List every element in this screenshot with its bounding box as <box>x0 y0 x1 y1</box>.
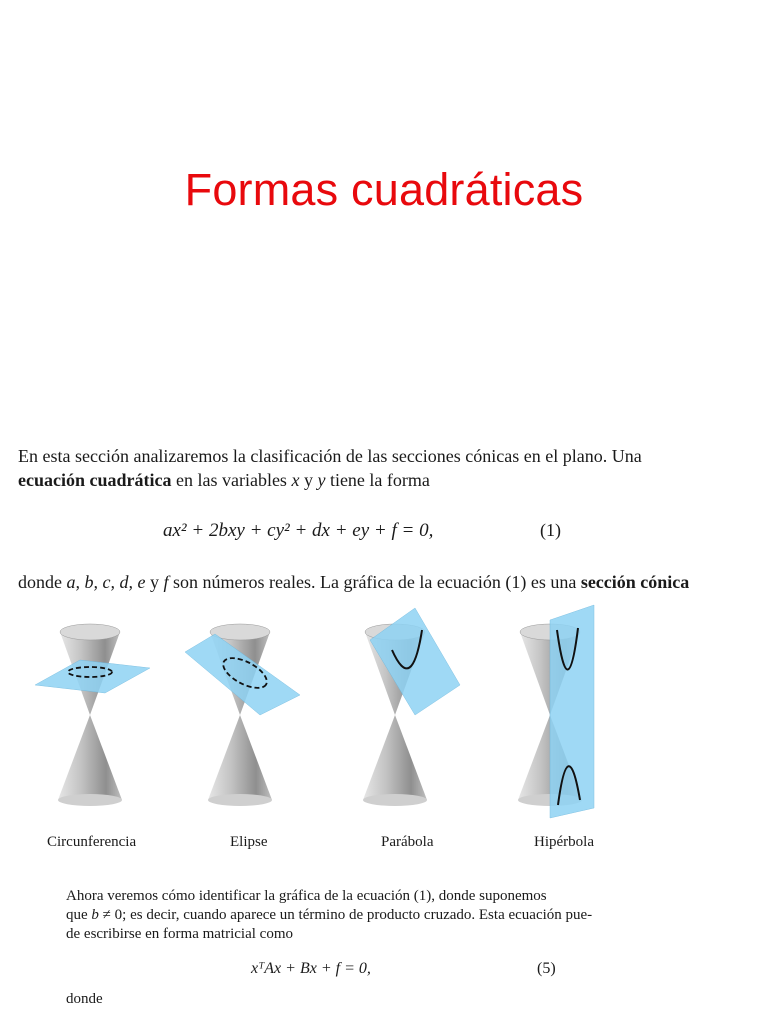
var-x: x <box>291 470 300 490</box>
var-f: f <box>163 572 169 592</box>
paragraph-2-line-3: de escribirse en forma matricial como <box>66 926 293 942</box>
after-equation-line <box>18 570 689 594</box>
cone-hyperbola <box>518 605 594 818</box>
equation-1-number: (1) <box>540 520 561 540</box>
quadratic-equation-term: ecuación cuadrática <box>18 470 172 490</box>
equation-1: ax² + 2bxy + cy² + dx + ey + f = 0, <box>163 520 434 541</box>
caption-circumference: Circunferencia <box>47 834 137 850</box>
caption-parabola: Parábola <box>381 834 434 850</box>
paragraph-2-line-2 <box>66 906 592 925</box>
donde-text: donde <box>18 572 67 592</box>
equation-5: xᵀAx + Bx + f = 0, <box>251 960 371 977</box>
intro-line-1: En esta sección analizaremos la clasificación de las secciones cónicas en el plano. Una <box>18 446 642 466</box>
cone-ellipse <box>185 624 300 806</box>
caption-hyperbola: Hipérbola <box>534 834 594 850</box>
caption-ellipse: Elipse <box>230 834 268 850</box>
paragraph-2-line-2-rest: ≠ 0; es decir, cuando aparece un término de producto cruzado. Esta ecuación pue- <box>98 907 593 923</box>
and-word: y <box>299 470 318 490</box>
conic-sections-figure <box>20 600 620 830</box>
footer-donde: donde <box>66 991 103 1007</box>
conic-section-term: sección cónica <box>580 572 690 592</box>
equation-5-number: (5) <box>537 960 556 977</box>
coefficient-vars: a, b, c, d, e <box>66 572 146 592</box>
intro-end: tiene la forma <box>325 470 430 490</box>
after-eq-middle: son números reales. La gráfica de la ecuación (1) es una <box>168 572 581 592</box>
intro-line-2 <box>18 468 430 492</box>
cone-parabola <box>363 608 460 806</box>
slide-title: Formas cuadráticas <box>184 164 584 215</box>
intro-text: en las variables <box>171 470 292 490</box>
var-y: y <box>317 470 326 490</box>
que-text: que <box>66 907 92 923</box>
and-word-2: y <box>145 572 164 592</box>
var-b: b <box>91 907 99 923</box>
cone-circumference <box>35 624 150 806</box>
paragraph-2-line-1: Ahora veremos cómo identificar la gráfica de la ecuación (1), donde suponemos <box>66 888 547 904</box>
